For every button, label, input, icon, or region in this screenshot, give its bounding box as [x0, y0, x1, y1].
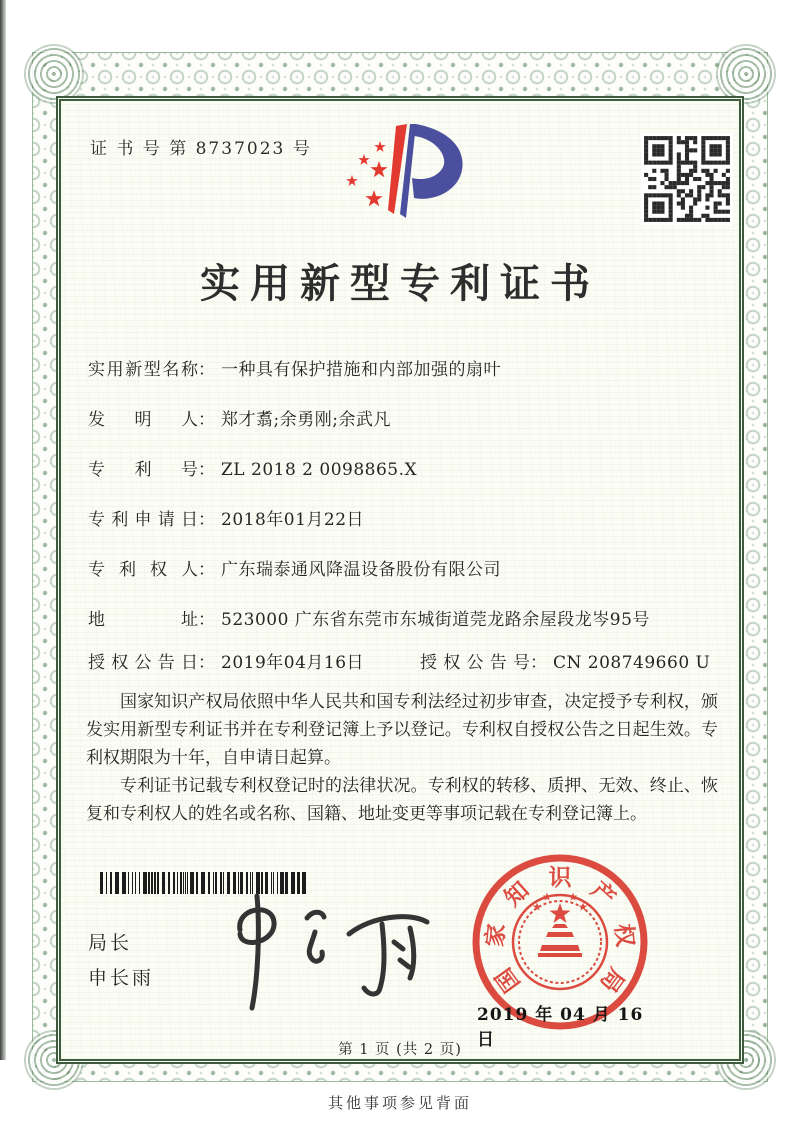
field-row-inventors: [88, 405, 728, 430]
border-corner-rosette: [718, 46, 774, 102]
field-value: ZL 2018 2 0098865.X: [221, 460, 418, 480]
field-label: 发明人: [88, 410, 198, 430]
field-label: 地址: [88, 610, 198, 630]
legal-text: [86, 688, 718, 828]
svg-text:识: 识: [548, 864, 572, 891]
legal-paragraph-2: 专利证书记载专利权登记时的法律状况。专利权的转移、质押、无效、终止、恢复和专利权人的姓名或名称、国籍、地址变更等事项记载在专利登记簿上。: [86, 776, 718, 824]
svg-text:局: 局: [594, 962, 630, 998]
svg-text:知: 知: [499, 876, 535, 912]
field-value: CN 208749660 U: [553, 653, 711, 673]
scan-edge-artifact: [0, 0, 6, 1060]
back-side-note: 其他事项参见背面: [327, 1094, 472, 1112]
cnipa-logo-icon: [330, 114, 480, 238]
field-row-address: [88, 605, 728, 630]
field-label: 专利号: [88, 460, 198, 480]
field-value: 2018年01月22日: [221, 510, 365, 530]
field-row-patentee: [88, 555, 728, 580]
svg-text:家: 家: [481, 922, 511, 949]
colon: ：: [198, 510, 215, 530]
commissioner-name: 申长雨: [88, 967, 155, 989]
field-value: 广东瑞泰通风降温设备股份有限公司: [221, 560, 501, 580]
certificate-number: 证 书 号 第 8737023 号: [90, 139, 312, 159]
field-value: 一种具有保护措施和内部加强的扇叶: [221, 360, 501, 380]
colon: ：: [198, 610, 215, 630]
legal-paragraph-1: 国家知识产权局依照中华人民共和国专利法经过初步审查，决定授予专利权，颁发实用新型专利证书并在专利登记簿上予以登记。专利权自授权公告之日起生效。专利权期限为十年，自申请日起算。: [86, 692, 718, 768]
colon: ：: [530, 653, 547, 673]
field-label: 实用新型名称: [88, 360, 198, 380]
seal-date: 2019 年 04 月 16 日: [477, 1005, 644, 1050]
commissioner-title: 局长: [88, 932, 133, 954]
grant-number-group: [420, 653, 710, 673]
certificate-title: 实用新型专利证书: [200, 260, 600, 307]
field-row-patent-number: [88, 455, 728, 480]
field-row-grant: [88, 648, 728, 673]
field-value: 郑才翥;余勇刚;余武凡: [221, 410, 391, 430]
field-row-name: [88, 355, 728, 380]
svg-text:国: 国: [490, 962, 526, 998]
qr-code: [641, 133, 733, 225]
field-label: 专利申请日: [88, 510, 198, 530]
page-number: 第 1 页 (共 2 页): [338, 1042, 462, 1058]
colon: ：: [198, 360, 215, 380]
field-value: 2019年04月16日: [221, 653, 365, 673]
field-label: 专利权人: [88, 560, 198, 580]
svg-text:权: 权: [609, 922, 639, 949]
colon: ：: [198, 410, 215, 430]
colon: ：: [198, 460, 215, 480]
field-label: 授权公告号: [420, 653, 530, 673]
colon: ：: [198, 560, 215, 580]
colon: ：: [198, 653, 215, 673]
grant-date-group: [88, 648, 420, 673]
commissioner-signature: [212, 890, 447, 1015]
field-label: 授权公告日: [88, 653, 198, 673]
field-value: 523000 广东省东莞市东城街道莞龙路余屋段龙岑95号: [221, 610, 650, 630]
border-corner-rosette: [26, 46, 82, 102]
field-row-filing-date: [88, 505, 728, 530]
national-emblem: [533, 893, 588, 958]
svg-text:产: 产: [585, 876, 621, 912]
